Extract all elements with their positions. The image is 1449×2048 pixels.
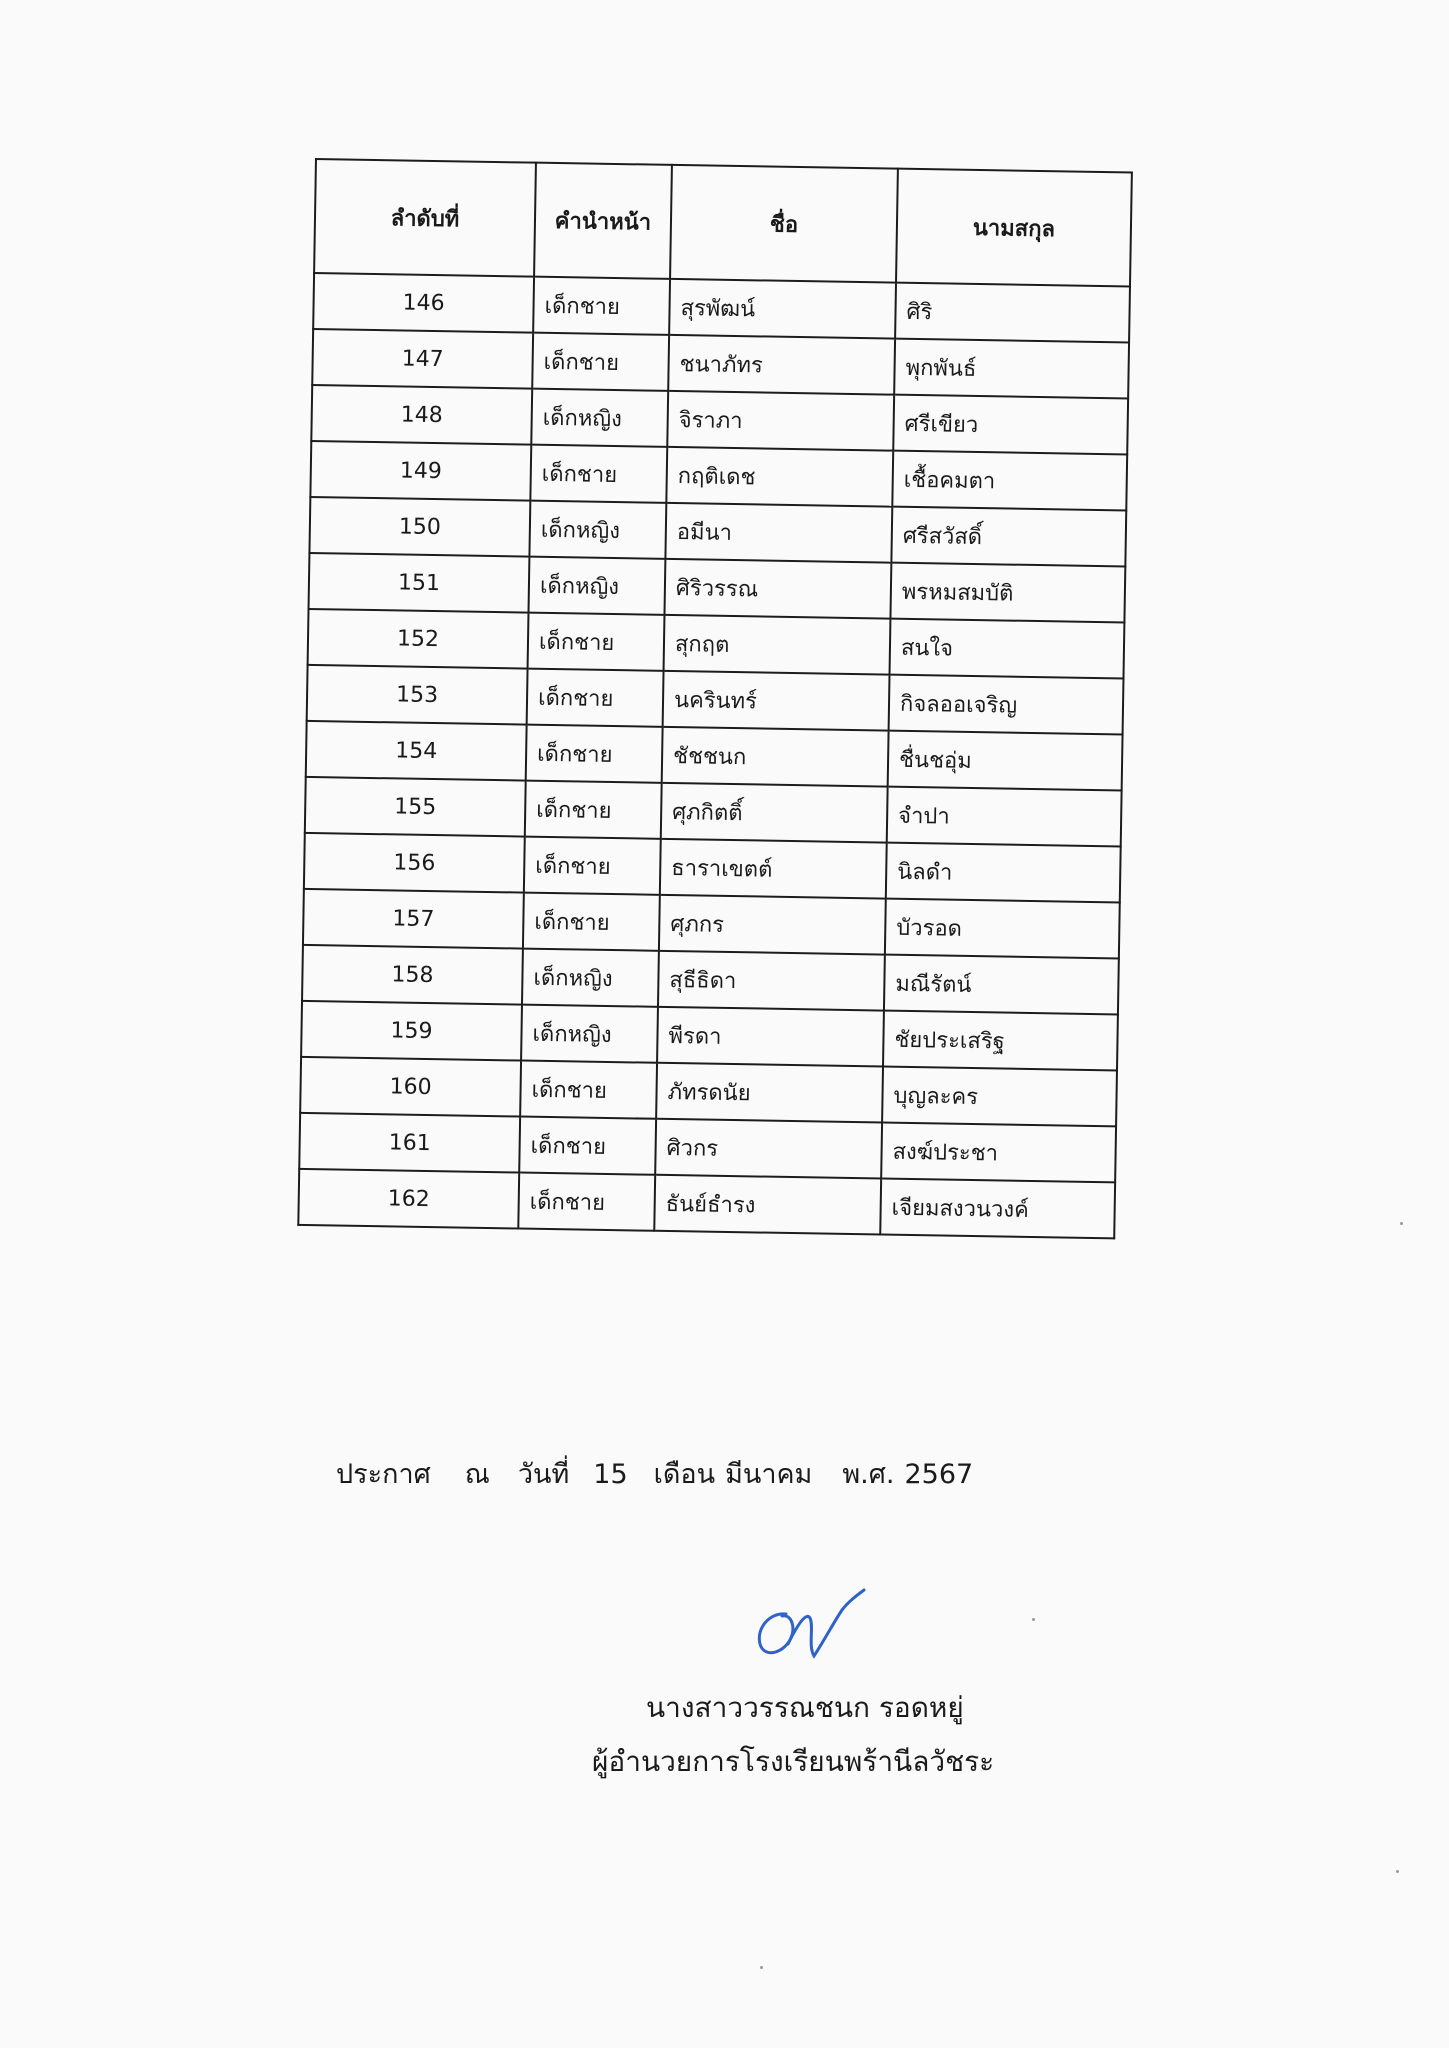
cell-last-name: ชื่นชอุ่ม	[888, 731, 1123, 791]
cell-prefix: เด็กชาย	[524, 837, 661, 895]
cell-number: 154	[306, 721, 527, 781]
cell-first-name: จิราภา	[667, 391, 894, 451]
cell-first-name: ธาราเขตต์	[660, 839, 887, 899]
announcement-day-label: วันที่	[517, 1459, 570, 1490]
cell-prefix: เด็กชาย	[518, 1173, 655, 1231]
cell-last-name: สนใจ	[890, 619, 1125, 679]
cell-prefix: เด็กหญิง	[531, 389, 668, 447]
cell-last-name: เจียมสงวนวงค์	[880, 1179, 1115, 1239]
cell-first-name: ศุภกิตติ์	[661, 783, 888, 843]
announcement-at: ณ	[464, 1459, 490, 1490]
cell-last-name: สงฆ์ประชา	[881, 1123, 1116, 1183]
cell-prefix: เด็กหญิง	[521, 1005, 658, 1063]
cell-number: 147	[312, 329, 533, 389]
cell-first-name: สุกฤต	[664, 615, 891, 675]
cell-number: 158	[302, 945, 523, 1005]
cell-prefix: เด็กชาย	[528, 613, 665, 671]
cell-last-name: ชัยประเสริฐ	[883, 1011, 1118, 1071]
signatory-title: ผู้อำนวยการโรงเรียนพร้านีลวัชระ	[592, 1745, 995, 1778]
cell-first-name: ศุภกร	[659, 895, 886, 955]
cell-first-name: ชัชชนก	[662, 727, 889, 787]
header-last-name: นามสกุล	[896, 169, 1132, 287]
cell-number: 162	[298, 1169, 519, 1229]
cell-last-name: จำปา	[887, 787, 1122, 847]
cell-last-name: ศรีสวัสดิ์	[891, 507, 1126, 567]
cell-prefix: เด็กชาย	[519, 1117, 656, 1175]
cell-number: 159	[301, 1001, 522, 1061]
announcement-month-label: เดือน	[653, 1459, 716, 1490]
cell-number: 148	[311, 385, 532, 445]
paper-speck	[760, 1966, 763, 1969]
handwritten-signature	[752, 1584, 882, 1666]
cell-prefix: เด็กชาย	[525, 781, 662, 839]
cell-first-name: สุธีธิดา	[658, 951, 885, 1011]
cell-number: 149	[310, 441, 531, 501]
cell-number: 155	[305, 777, 526, 837]
announcement-era: พ.ศ.	[842, 1459, 895, 1490]
announcement-month: มีนาคม	[725, 1459, 813, 1490]
cell-last-name: บุญละคร	[882, 1067, 1117, 1127]
paper-speck	[1032, 1618, 1035, 1621]
announcement-year: 2567	[904, 1459, 974, 1490]
table-body	[298, 273, 1130, 1238]
cell-first-name: สุรพัฒน์	[669, 279, 896, 339]
cell-last-name: กิจลออเจริญ	[889, 675, 1124, 735]
cell-number: 152	[308, 609, 529, 669]
cell-number: 146	[313, 273, 534, 333]
cell-prefix: เด็กชาย	[533, 277, 670, 335]
paper-speck	[1396, 1870, 1399, 1873]
cell-first-name: ชนาภัทร	[668, 335, 895, 395]
cell-first-name: ศิริวรรณ	[664, 559, 891, 619]
student-roster-table	[297, 158, 1133, 1239]
announcement-line	[336, 1452, 973, 1495]
cell-first-name: กฤติเดช	[666, 447, 893, 507]
cell-first-name: ศิวกร	[655, 1119, 882, 1179]
cell-first-name: พีรดา	[657, 1007, 884, 1067]
cell-number: 151	[309, 553, 530, 613]
cell-last-name: มณีรัตน์	[884, 955, 1119, 1015]
cell-last-name: พรหมสมบัติ	[890, 563, 1125, 623]
cell-last-name: ศิริ	[895, 283, 1130, 343]
cell-first-name: อมีนา	[665, 503, 892, 563]
cell-prefix: เด็กหญิง	[529, 501, 666, 559]
cell-prefix: เด็กชาย	[532, 333, 669, 391]
cell-last-name: พุกพันธ์	[894, 339, 1129, 399]
table-header-row	[314, 159, 1132, 287]
cell-prefix: เด็กหญิง	[528, 557, 665, 615]
cell-prefix: เด็กชาย	[526, 725, 663, 783]
cell-number: 161	[299, 1113, 520, 1173]
cell-last-name: บัวรอด	[885, 899, 1120, 959]
cell-number: 153	[307, 665, 528, 725]
cell-number: 156	[304, 833, 525, 893]
cell-prefix: เด็กชาย	[523, 893, 660, 951]
cell-number: 157	[303, 889, 524, 949]
cell-last-name: ศรีเขียว	[893, 395, 1128, 455]
signatory-name: นางสาววรรณชนก รอดหยู่	[646, 1691, 964, 1724]
header-prefix: คำนำหน้า	[534, 163, 672, 279]
cell-number: 150	[309, 497, 530, 557]
cell-first-name: นครินทร์	[663, 671, 890, 731]
cell-first-name: ภัทรดนัย	[656, 1063, 883, 1123]
paper-speck	[1400, 1222, 1403, 1225]
cell-last-name: นิลดำ	[886, 843, 1121, 903]
header-first-name: ชื่อ	[670, 165, 898, 283]
header-number: ลำดับที่	[314, 159, 536, 277]
cell-last-name: เชื้อคมตา	[892, 451, 1127, 511]
cell-prefix: เด็กชาย	[527, 669, 664, 727]
announcement-label: ประกาศ	[336, 1459, 431, 1490]
announcement-day: 15	[593, 1459, 628, 1490]
cell-prefix: เด็กชาย	[520, 1061, 657, 1119]
cell-prefix: เด็กหญิง	[522, 949, 659, 1007]
cell-number: 160	[300, 1057, 521, 1117]
cell-prefix: เด็กชาย	[530, 445, 667, 503]
cell-first-name: ธันย์ธำรง	[654, 1175, 881, 1235]
